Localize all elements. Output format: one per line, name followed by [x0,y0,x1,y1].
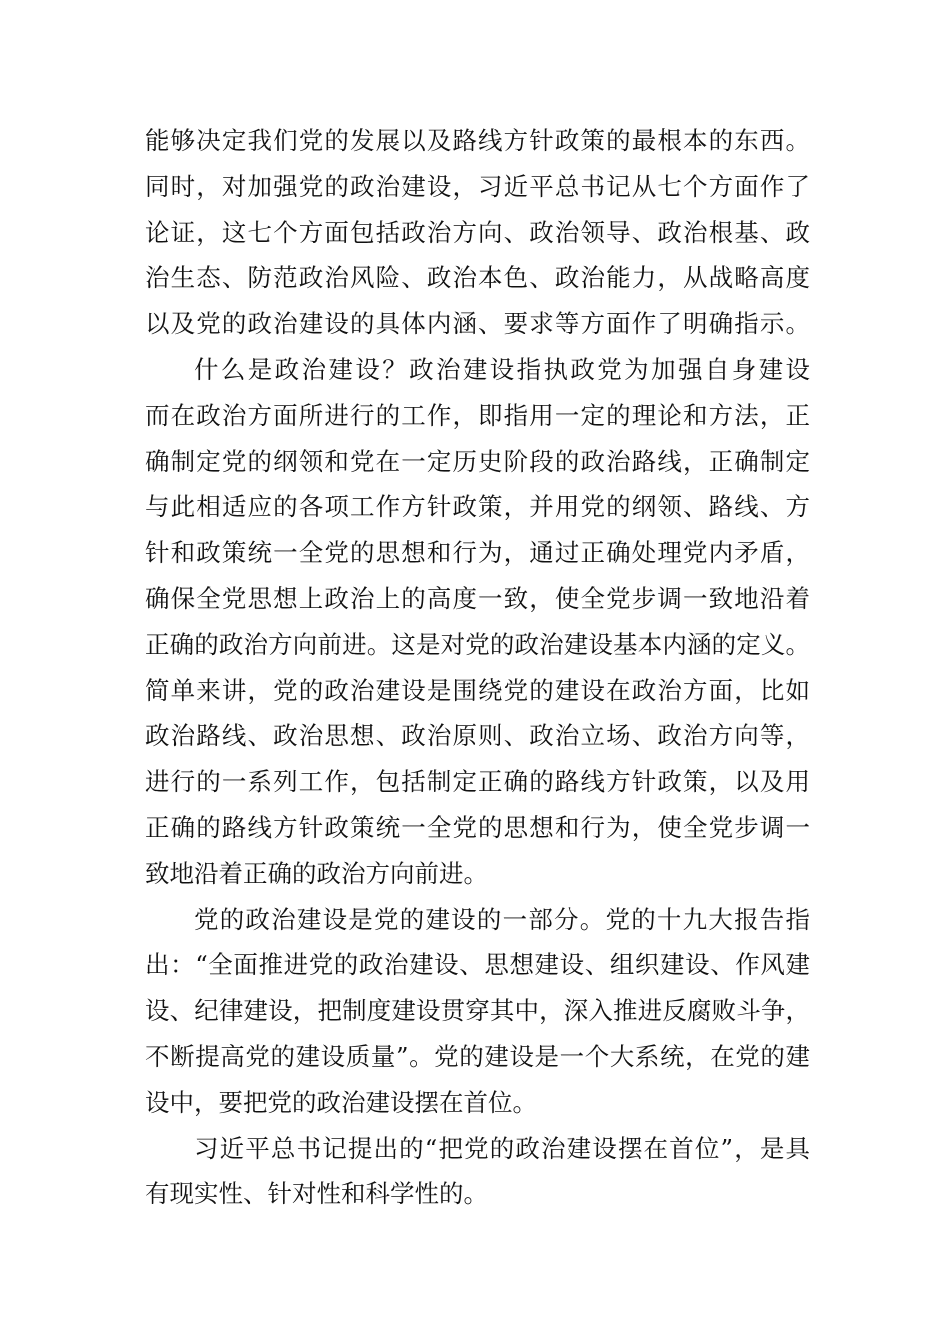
text-line: 能够决定我们党的发展以及路线方针政策的最根本的东西。 [145,126,810,155]
text-line: 确保全党思想上政治上的高度一致，使全党步调一致地沿着 [145,583,810,613]
text-line: 致地沿着正确的政治方向前进。 [145,858,488,888]
text-line: 政治路线、政治思想、政治原则、政治立场、政治方向等， [145,721,810,751]
text-line: 而在政治方面所进行的工作，即指用一定的理论和方法，正 [145,400,810,430]
text-line: 设中，要把党的政治建设摆在首位。 [145,1087,537,1117]
text-line: 习近平总书记提出的“把党的政治建设摆在首位”，是具 [194,1133,810,1163]
text-line: 什么是政治建设？政治建设指执政党为加强自身建设 [194,354,810,384]
text-line: 党的政治建设是党的建设的一部分。党的十九大报告指 [194,904,810,934]
text-line: 有现实性、针对性和科学性的。 [145,1179,488,1209]
text-line: 针和政策统一全党的思想和行为，通过正确处理党内矛盾， [145,538,810,568]
text-line: 治生态、防范政治风险、政治本色、政治能力，从战略高度 [145,263,810,293]
text-line: 不断提高党的建设质量”。党的建设是一个大系统，在党的建 [145,1041,810,1071]
text-line: 进行的一系列工作，包括制定正确的路线方针政策，以及用 [145,767,810,797]
text-line: 出：“全面推进党的政治建设、思想建设、组织建设、作风建 [145,950,810,980]
text-line: 以及党的政治建设的具体内涵、要求等方面作了明确指示。 [145,309,810,339]
text-line: 正确的路线方针政策统一全党的思想和行为，使全党步调一 [145,812,810,842]
text-line: 正确的政治方向前进。这是对党的政治建设基本内涵的定义。 [145,629,810,659]
text-line: 同时，对加强党的政治建设，习近平总书记从七个方面作了 [145,171,810,201]
text-line: 设、纪律建设，把制度建设贯穿其中，深入推进反腐败斗争， [145,996,810,1026]
text-line: 与此相适应的各项工作方针政策，并用党的纲领、路线、方 [145,492,810,522]
text-line: 论证，这七个方面包括政治方向、政治领导、政治根基、政 [145,217,810,247]
text-line: 简单来讲，党的政治建设是围绕党的建设在政治方面，比如 [145,675,810,705]
body-text [145,118,810,1217]
text-line: 确制定党的纲领和党在一定历史阶段的政治路线，正确制定 [145,446,810,476]
